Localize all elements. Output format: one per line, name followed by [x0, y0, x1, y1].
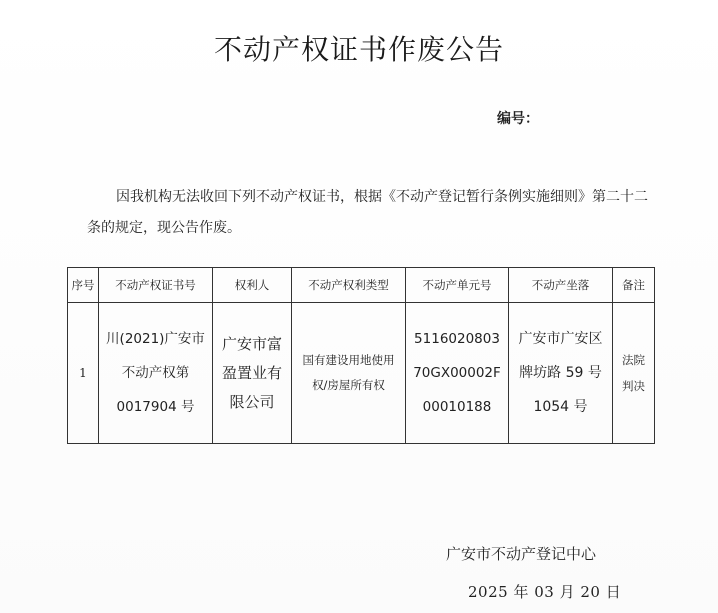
cert-no-line: 0017904 号: [116, 399, 195, 415]
table-header-row: [68, 268, 655, 303]
cell-location: [509, 303, 613, 444]
holder-line: 广安市富: [221, 334, 282, 353]
note-line: 判决: [622, 379, 645, 393]
cert-no-line: 川(2021)广安市: [106, 331, 205, 347]
unit-no-line: 5116020803: [414, 331, 500, 347]
issue-date: 2025 年 03 月 20 日: [468, 583, 622, 601]
cell-unit-no: [406, 303, 509, 444]
location-line: 广安市广安区: [518, 331, 603, 347]
header-unit-no: 不动产单元号: [406, 268, 509, 303]
header-holder: 权利人: [213, 268, 292, 303]
page-title: 不动产权证书作废公告: [213, 33, 504, 66]
unit-no-line: 70GX00002F: [413, 365, 501, 381]
location-line: 1054 号: [533, 399, 588, 415]
location-line: 牌坊路 59 号: [519, 365, 602, 381]
cell-note: [613, 303, 655, 444]
cell-holder: [213, 303, 292, 444]
cert-no-line: 不动产权第: [121, 365, 190, 381]
cell-cert-no: [99, 303, 213, 444]
document-number-label: 编号：: [497, 111, 539, 127]
header-note: 备注: [613, 268, 655, 303]
note-line: 法院: [622, 353, 645, 367]
table-row: [68, 303, 655, 444]
header-seq: 序号: [68, 268, 99, 303]
right-type-line: 权/房屋所有权: [312, 378, 385, 392]
header-cert-no: 不动产权证书号: [99, 268, 213, 303]
holder-line: 限公司: [229, 392, 275, 411]
cell-right-type: [292, 303, 406, 444]
cell-seq: 1: [68, 303, 99, 444]
header-location: 不动产坐落: [509, 268, 613, 303]
issuer-name: 广安市不动产登记中心: [446, 545, 597, 563]
right-type-line: 国有建设用地使用: [302, 353, 395, 367]
certificate-table: [67, 267, 655, 444]
unit-no-line: 00010188: [422, 399, 492, 415]
header-right-type: 不动产权利类型: [292, 268, 406, 303]
announcement-body-text: 因我机构无法收回下列不动产权证书，根据《不动产登记暂行条例实施细则》第二十二条的规定，现公告作废。: [87, 189, 648, 236]
holder-line: 盈置业有: [221, 363, 282, 382]
